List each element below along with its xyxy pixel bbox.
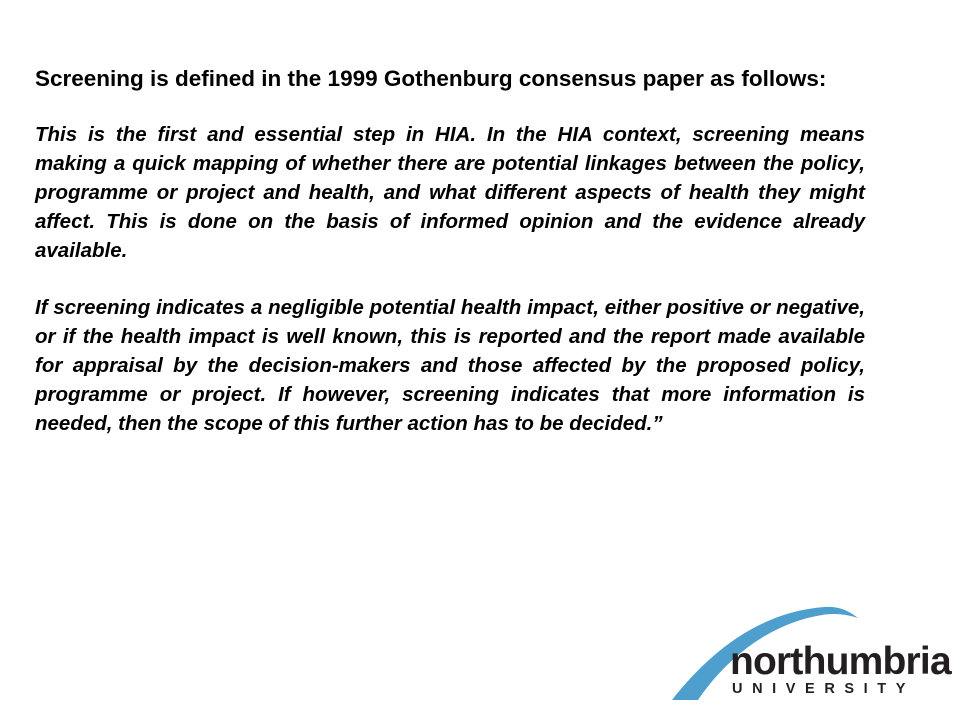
quote-paragraph-1: This is the first and essential step in HIA. In the HIA context, screening means making a quick mapping of whether there are potential linkages between the policy, programme or project and health, and what different aspects of health they might affect. This is done on the basis of informed opinion and the evidence already available. [35,123,865,262]
logo-subtitle: UNIVERSITY [732,681,916,697]
slide-body [35,64,865,438]
logo-wordmark: northumbria [730,640,951,683]
quote-paragraph-2: If screening indicates a negligible potential health impact, either positive or negative, or if the health impact is well known, this is reported and the report made available for appraisal by the decision-makers and those affected by the proposed policy, programme or project. If however, screening indicates that more information is needed, then the scope of this further action has to be decided.” [35,296,865,435]
slide-heading: Screening is defined in the 1999 Gothenburg consensus paper as follows: [35,66,827,91]
northumbria-university-logo [668,604,951,704]
